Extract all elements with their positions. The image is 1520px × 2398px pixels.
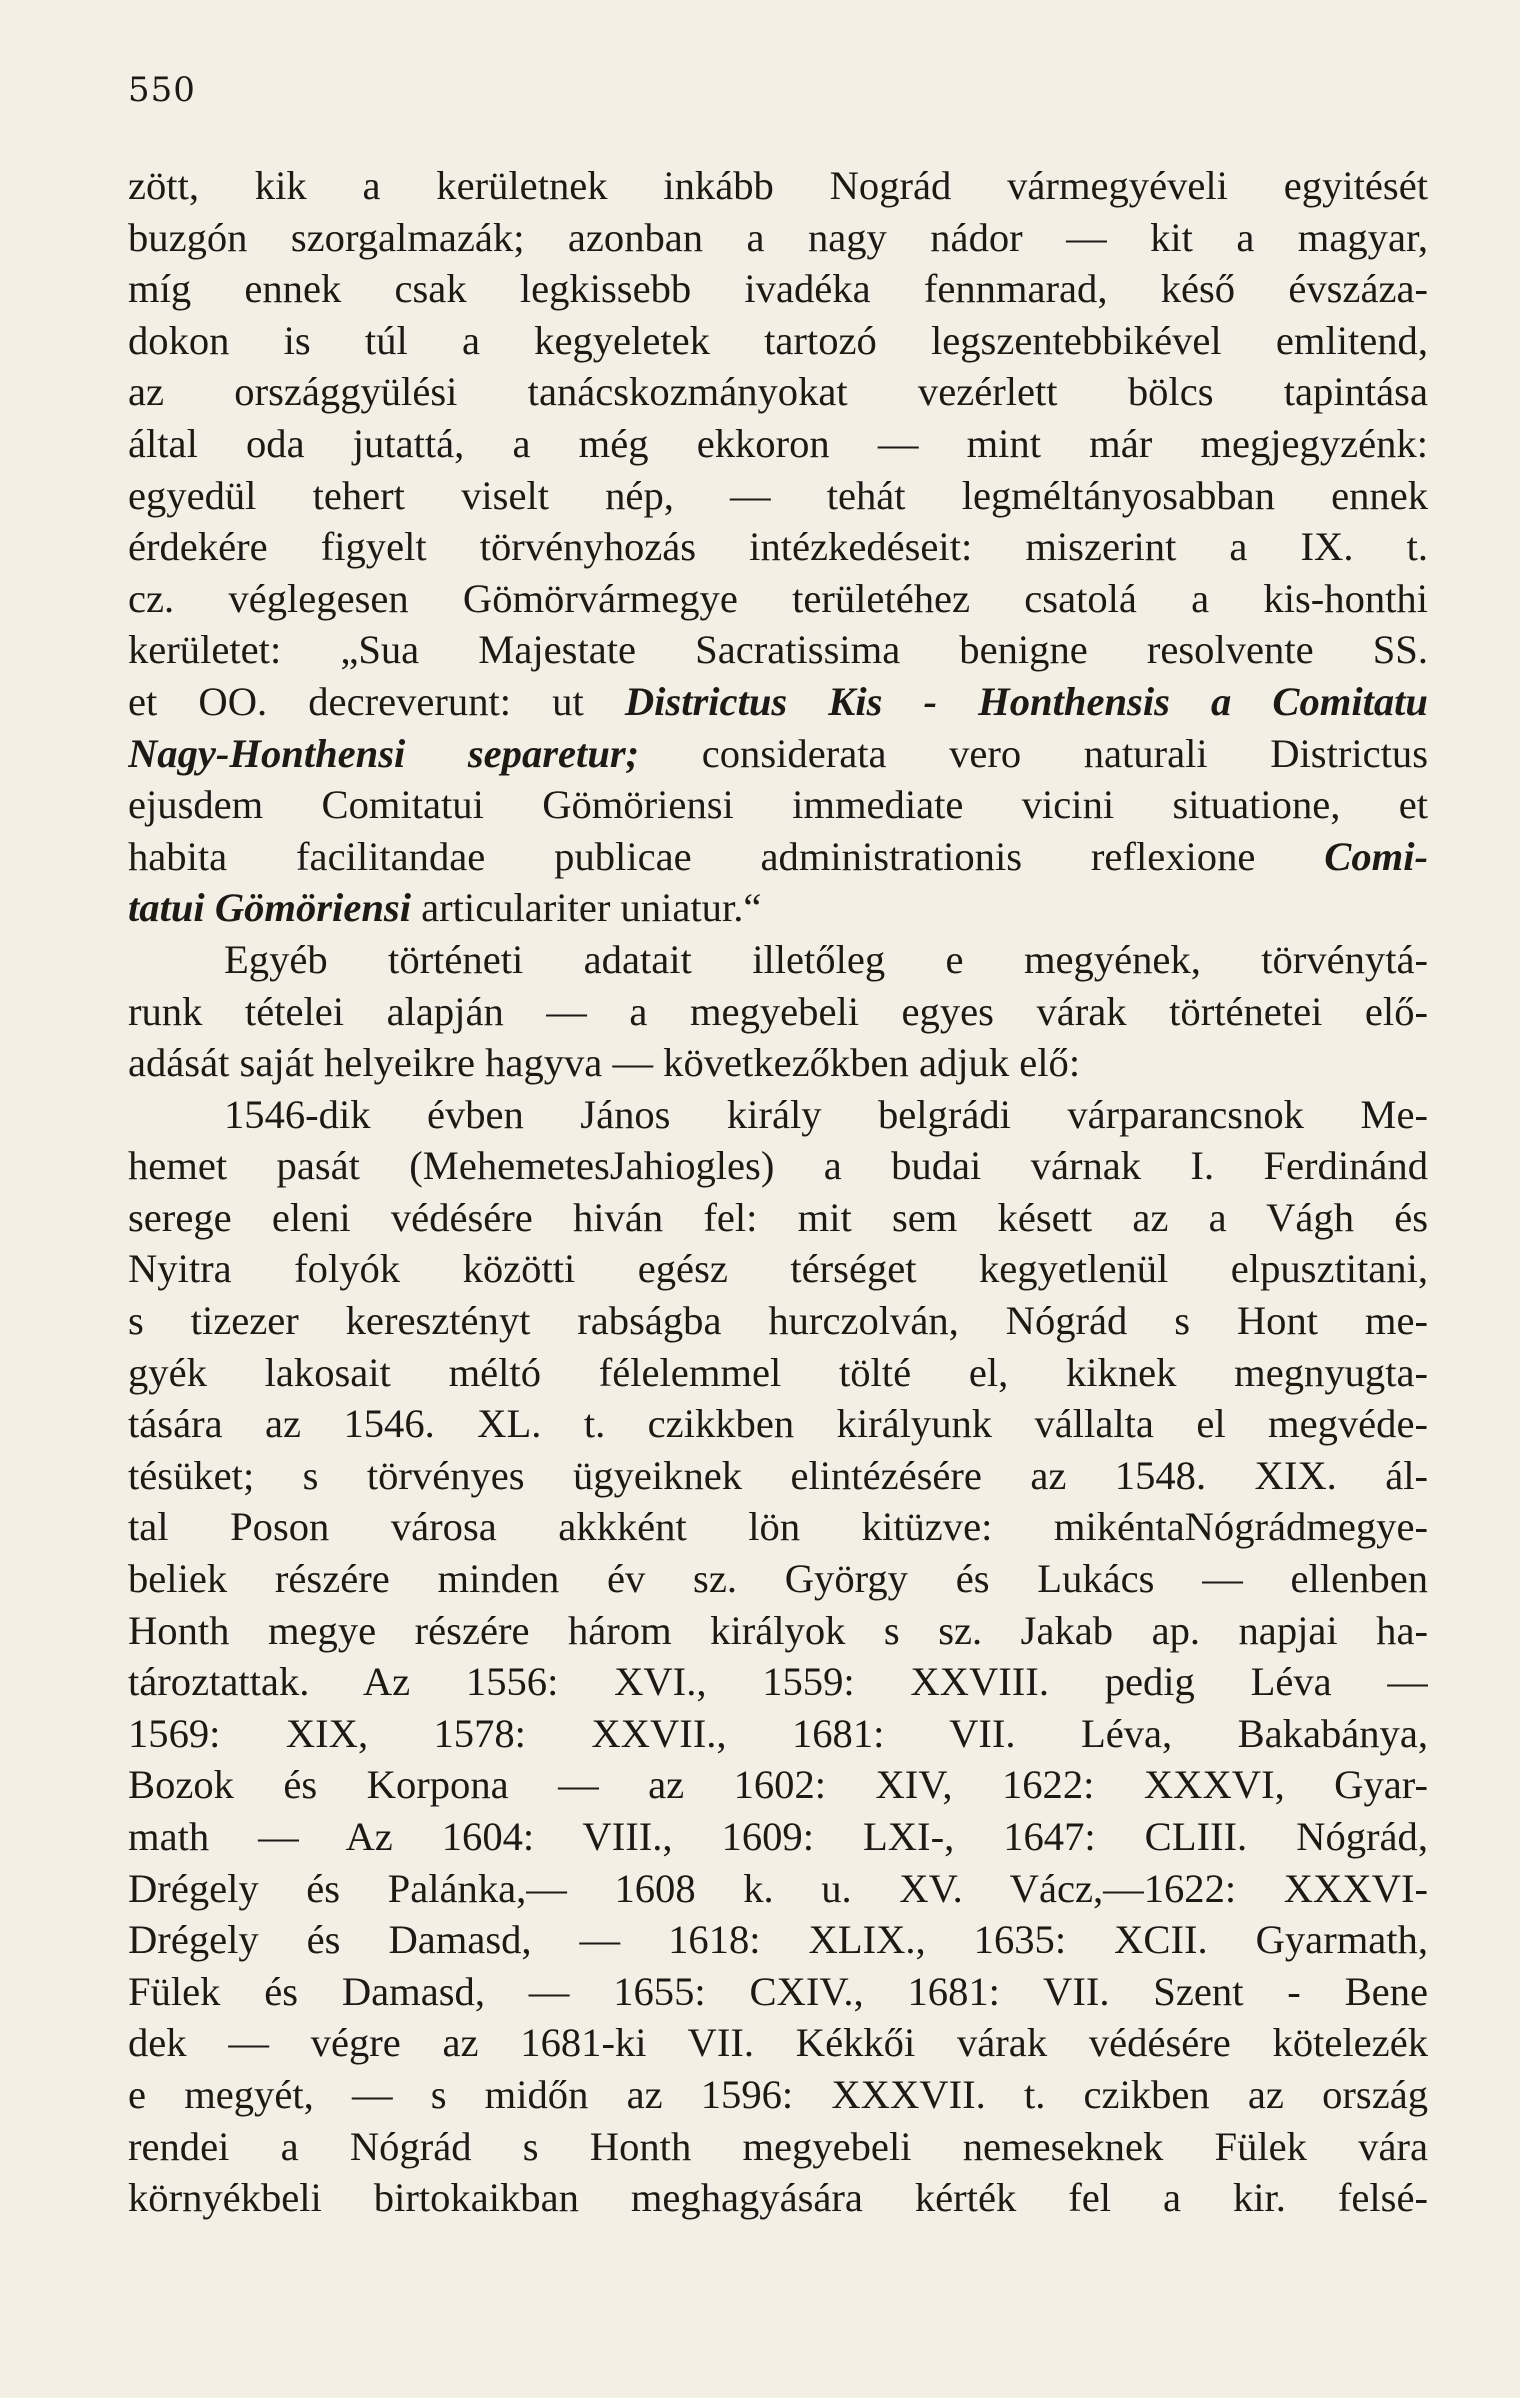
text-line xyxy=(128,831,1428,883)
italic-text-segment: tatui Gömöriensi xyxy=(128,885,411,931)
text-line xyxy=(128,1140,1428,1192)
text-line xyxy=(128,366,1428,418)
text-line xyxy=(128,418,1428,470)
text-segment: dokon is túl a kegyeletek tartozó legszentebbikével emlitend, xyxy=(128,317,1428,363)
text-line xyxy=(128,521,1428,573)
text-line xyxy=(128,263,1428,315)
text-segment: 1569: XIX, 1578: XXVII., 1681: VII. Léva, Bakabánya, xyxy=(128,1710,1428,1756)
text-segment: míg ennek csak legkissebb ivadéka fennmarad, késő évszáza- xyxy=(128,266,1428,312)
text-line xyxy=(128,1295,1428,1347)
text-segment: buzgón szorgalmazák; azonban a nagy nádor — kit a magyar, xyxy=(128,214,1428,260)
text-line xyxy=(128,624,1428,676)
text-line xyxy=(128,1243,1428,1295)
text-segment: serege eleni védésére hiván fel: mit sem késett az a Vágh és xyxy=(128,1194,1428,1240)
text-segment: dek — végre az 1681-ki VII. Kékkői várak védésére kötelezék xyxy=(128,2020,1428,2066)
text-line xyxy=(128,1553,1428,1605)
text-segment: habita facilitandae publicae administrationis reflexione xyxy=(128,833,1325,879)
text-line xyxy=(128,212,1428,264)
text-line xyxy=(128,315,1428,367)
text-segment: Fülek és Damasd, — 1655: CXIV., 1681: VII. Szent - Bene xyxy=(128,1968,1428,2014)
text-segment: math — Az 1604: VIII., 1609: LXI-, 1647: CLIII. Nógrád, xyxy=(128,1814,1428,1859)
text-segment: környékbeli birtokaikban meghagyására kérték fel a kir. felsé- xyxy=(128,2175,1428,2221)
text-segment: gyék lakosait méltó félelemmel tölté el, kiknek megnyugta- xyxy=(128,1349,1428,1395)
text-line xyxy=(128,573,1428,625)
italic-text-segment: Comi- xyxy=(1324,833,1428,879)
text-segment: tároztattak. Az 1556: XVI., 1559: XXVIII. pedig Léva — xyxy=(128,1659,1428,1705)
text-segment: s tizezer keresztényt rabságba hurczolván, Nógrád s Hont me- xyxy=(128,1298,1428,1344)
text-segment: az országgyülési tanácskozmányokat vezérlett bölcs tapintása xyxy=(128,369,1428,415)
text-line xyxy=(128,1605,1428,1657)
text-segment: runk tételei alapján — a megyebeli egyes várak történetei elő- xyxy=(128,988,1428,1034)
text-line xyxy=(128,882,1428,934)
text-segment: e megyét, — s midőn az 1596: XXXVII. t. czikben az ország xyxy=(128,2071,1428,2117)
text-line xyxy=(128,1966,1428,2018)
text-line xyxy=(128,1450,1428,1502)
text-segment: cz. véglegesen Gömörvármegye területéhez csatolá a kis-honthi xyxy=(128,575,1428,621)
text-segment: 1546-dik évben János király belgrádi várparancsnok Me- xyxy=(224,1091,1428,1137)
text-line xyxy=(128,470,1428,522)
text-line xyxy=(128,728,1428,780)
text-line xyxy=(128,1398,1428,1450)
text-line xyxy=(128,934,1428,986)
text-segment: Egyéb történeti adatait illetőleg e megyének, törvénytá- xyxy=(224,936,1428,982)
text-segment: rendei a Nógrád s Honth megyebeli nemeseknek Fülek vára xyxy=(128,2123,1428,2169)
text-line xyxy=(128,779,1428,831)
text-segment: tésüket; s törvényes ügyeiknek elintézésére az 1548. XIX. ál- xyxy=(128,1452,1428,1498)
text-segment: érdekére figyelt törvényhozás intézkedéseit: miszerint a IX. t. xyxy=(128,524,1428,570)
text-line xyxy=(128,1656,1428,1708)
text-segment: Honth megye részére három királyok s sz. Jakab ap. napjai ha- xyxy=(128,1607,1428,1653)
text-segment: egyedül tehert viselt nép, — tehát legméltányosabban ennek xyxy=(128,472,1428,518)
text-segment: által oda jutattá, a még ekkoron — mint már megjegyzénk: xyxy=(128,420,1428,466)
italic-text-segment: Nagy-Honthensi separetur; xyxy=(128,730,640,776)
text-segment: hemet pasát (MehemetesJahiogles) a budai várnak I. Ferdinánd xyxy=(128,1143,1428,1189)
text-line xyxy=(128,2172,1428,2224)
text-line xyxy=(128,986,1428,1038)
text-segment: Drégely és Damasd, — 1618: XLIX., 1635: XCII. Gyarmath, xyxy=(128,1917,1428,1963)
body-text xyxy=(128,160,1428,2224)
text-line xyxy=(128,1037,1428,1089)
text-line xyxy=(128,1089,1428,1141)
text-line xyxy=(128,1759,1428,1811)
text-line xyxy=(128,1192,1428,1244)
text-line xyxy=(128,1347,1428,1399)
text-segment: tal Poson városa akkként lön kitüzve: mikéntaNógrádmegye- xyxy=(128,1504,1428,1550)
text-line xyxy=(128,1501,1428,1553)
text-line xyxy=(128,1811,1428,1863)
text-segment: ejusdem Comitatui Gömöriensi immediate vicini situatione, et xyxy=(128,782,1428,828)
text-segment: kerületet: „Sua Majestate Sacratissima benigne resolvente SS. xyxy=(128,627,1428,673)
text-line xyxy=(128,676,1428,728)
text-line xyxy=(128,2121,1428,2173)
text-line xyxy=(128,2069,1428,2121)
text-line xyxy=(128,1863,1428,1915)
text-segment: Drégely és Palánka,— 1608 k. u. XV. Vácz,—1622: XXXVI- xyxy=(128,1865,1428,1911)
text-segment: zött, kik a kerületnek inkább Nográd vármegyéveli egyitését xyxy=(128,163,1428,208)
italic-text-segment: Districtus Kis - Honthensis a Comitatu xyxy=(624,678,1428,724)
text-segment: considerata vero naturali Districtus xyxy=(639,730,1428,776)
text-segment: Bozok és Korpona — az 1602: XIV, 1622: XXXVI, Gyar- xyxy=(128,1762,1428,1808)
text-segment: Nyitra folyók közötti egész térséget kegyetlenül elpusztitani, xyxy=(128,1246,1428,1292)
text-line xyxy=(128,2017,1428,2069)
text-segment: articulariter uniatur.“ xyxy=(410,885,762,931)
page-number: 550 xyxy=(128,70,196,110)
text-segment: et OO. decreverunt: ut xyxy=(128,678,625,724)
text-line xyxy=(128,1914,1428,1966)
text-line xyxy=(128,1708,1428,1760)
text-line xyxy=(128,160,1428,212)
text-segment: adását saját helyeikre hagyva — következőkben adjuk elő: xyxy=(128,1040,1081,1086)
text-segment: beliek részére minden év sz. György és Lukács — ellenben xyxy=(128,1556,1428,1602)
text-segment: tására az 1546. XL. t. czikkben királyunk vállalta el megvéde- xyxy=(128,1401,1428,1447)
